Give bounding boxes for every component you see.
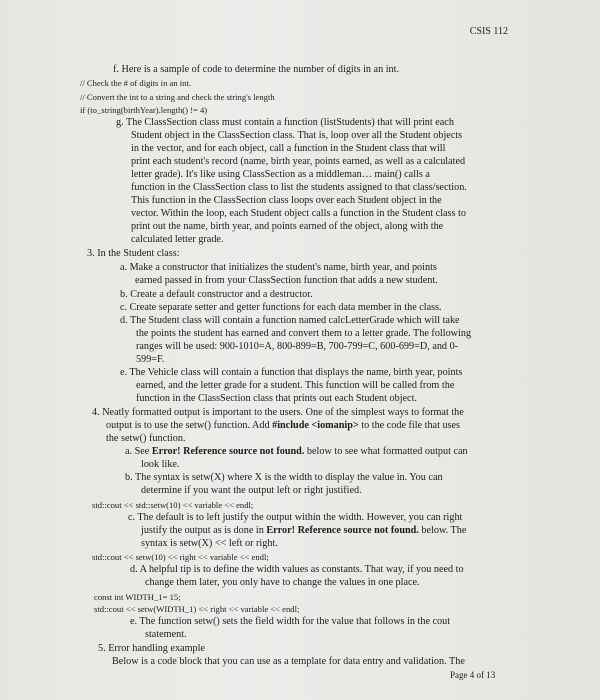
item-3e-line: earned, and the letter grade for a student. This function will be called from the	[136, 380, 455, 391]
item-g-line: Student object in the ClassSection class. That is, loop over all the Student objects	[131, 130, 463, 141]
item-g-line: function in the ClassSection class to list the students assigned to that class/section.	[131, 182, 467, 193]
item-3c: c. Create separate setter and getter functions for each data member in the class.	[120, 302, 442, 313]
item-4a: a. See Error! Reference source not found. below to see what formatted output can	[125, 446, 468, 457]
section-4-line: the setw() function.	[106, 433, 186, 444]
code-comment-2: // Convert the int to a string and check the string's length	[80, 92, 275, 102]
code-comment-1: // Check the # of digits in an int.	[80, 78, 191, 88]
item-4d-line: d. A helpful tip is to define the width values as constants. That way, if you need to	[130, 564, 464, 575]
item-4d-line: change them later, you only have to change the values in one place.	[145, 577, 420, 588]
section-4-line: output is to use the setw() function. Add #include <iomanip> to the code file that uses	[106, 420, 460, 431]
item-g-line: in the vector, and for each object, call a function in the Student class that will	[131, 143, 446, 154]
code-if: if (to_string(birthYear).length() != 4)	[80, 105, 208, 115]
item-g-line: print each student's record (name, birth year, points earned, as well as a calculated	[131, 156, 466, 167]
item-4a-cont: look like.	[141, 459, 180, 470]
code-const: const int WIDTH_1= 15;	[94, 592, 181, 602]
item-3d-line: ranges will be used: 900-1010=A, 800-899=B, 700-799=C, 600-699=D, and 0-	[136, 341, 459, 352]
code-setw-right: std::cout << setw(10) << right << variable << endl;	[92, 552, 269, 562]
item-g-line: calculated letter grade.	[131, 234, 224, 245]
reference-error: Error! Reference source not found.	[266, 525, 419, 536]
item-4c-line: c. The default is to left justify the output within the width. However, you can right	[128, 512, 463, 523]
item-3a-line: earned passed in from your ClassSection function that adds a new student.	[135, 275, 438, 286]
item-4e-line: e. The function setw() sets the field width for the value that follows in the cout	[130, 616, 451, 627]
item-3d-line: 599=F.	[136, 354, 165, 365]
item-4c-line: justify the output as is done in Error! Reference source not found. below. The	[141, 525, 467, 536]
item-3d-line: d. The Student class will contain a function named calcLetterGrade which will take	[120, 315, 460, 326]
item-g-line: g. The ClassSection class must contain a function (listStudents) that will print each	[116, 117, 454, 128]
section-3-heading: 3. In the Student class:	[87, 248, 180, 259]
item-3e-line: e. The Vehicle class will contain a function that displays the name, birth year, points	[120, 367, 463, 378]
include-directive: #include <iomanip>	[272, 420, 359, 431]
course-header: CSIS 112	[469, 26, 508, 37]
code-setw-const: std::cout << setw(WIDTH_1) << right << variable << endl;	[94, 604, 300, 614]
section-5-heading: 5. Error handling example	[98, 643, 205, 654]
code-setw: std::cout << std::setw(10) << variable << endl;	[92, 500, 254, 510]
item-g-line: This function in the ClassSection class loops over each Student object in the	[131, 195, 442, 206]
item-3b: b. Create a default constructor and a destructor.	[120, 289, 313, 300]
item-g-line: vector. Within the loop, each Student object calls a function in the Student class to	[131, 208, 466, 219]
item-g-line: letter grade). It's like using ClassSection as a middleman… main() calls a	[131, 169, 430, 180]
section-4-line: 4. Neatly formatted output is important to the users. One of the simplest ways to format the	[92, 407, 464, 418]
item-4b-line: b. The syntax is setw(X) where X is the width to display the value in. You can	[125, 472, 443, 483]
item-4e-line: statement.	[145, 629, 187, 640]
item-g-line: print out the name, birth year, and points earned of the object, along with the	[131, 221, 444, 232]
item-3e-line: function in the ClassSection class that prints out each Student object.	[136, 393, 417, 404]
page-number: Page 4 of 13	[450, 670, 496, 680]
item-4c-line: syntax is setw(X) << left or right.	[141, 538, 278, 549]
item-3d-line: the points the student has earned and convert them to a letter grade. The following	[136, 328, 472, 339]
section-5-line: Below is a code block that you can use as a template for data entry and validation. The	[112, 656, 465, 667]
item-3a-line: a. Make a constructor that initializes the student's name, birth year, and points	[120, 262, 437, 273]
reference-error: Error! Reference source not found.	[151, 446, 305, 457]
item-f: f. Here is a sample of code to determine the number of digits in an int.	[113, 64, 400, 75]
item-4b-line: determine if you want the output left or right justified.	[141, 485, 362, 496]
